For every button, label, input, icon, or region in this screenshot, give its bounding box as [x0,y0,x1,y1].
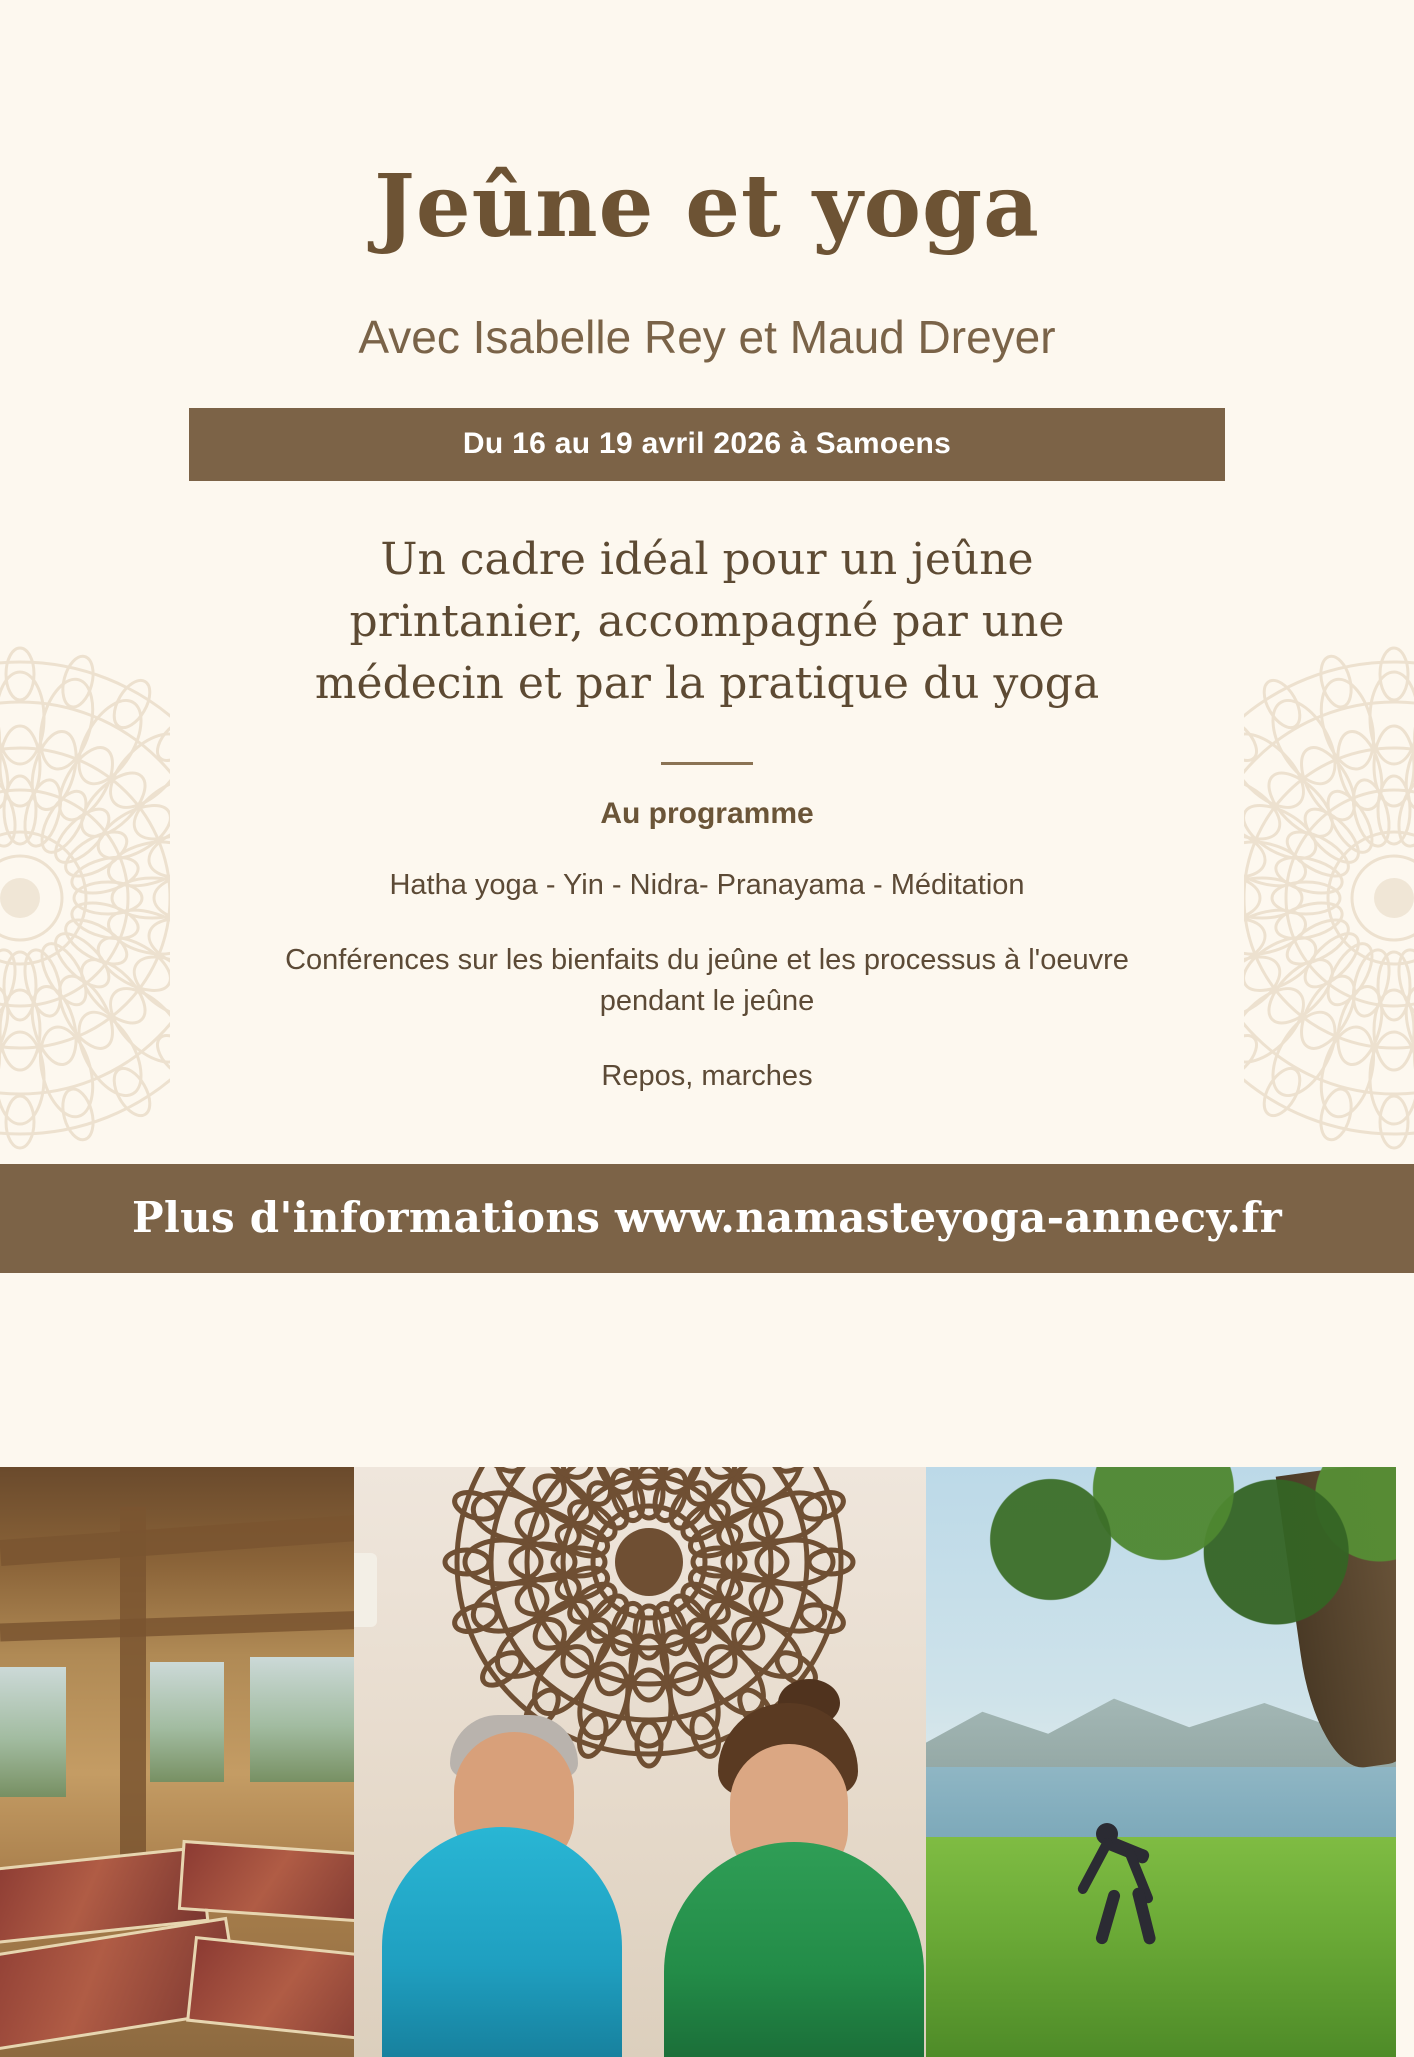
poster [0,58,1414,1273]
section-divider [661,762,753,765]
teachers-portrait-photo [354,1467,944,2057]
photo-strip [0,1467,1414,2057]
lake-yoga-photo [926,1467,1396,2057]
program-heading: Au programme [600,796,814,830]
poster-subtitle: Avec Isabelle Rey et Maud Dreyer [358,310,1056,363]
program-line: Repos, marches [601,1060,813,1093]
chalet-yoga-room-photo [0,1467,372,2057]
program-line: Conférences sur les bienfaits du jeûne et les processus à l'oeuvre pendant le jeûne [285,944,1129,1018]
date-location-band: Du 16 au 19 avril 2026 à Samoens [189,408,1225,481]
program-line: Hatha yoga - Yin - Nidra- Pranayama - Méditation [389,868,1025,901]
more-information-band: Plus d'informations www.namasteyoga-annecy.fr [0,1164,1414,1273]
page-title: Jeûne et yoga [374,155,1040,257]
avatar-body-left [382,1827,622,2057]
poster-lead-text: Un cadre idéal pour un jeûne printanier, accompagné par une médecin et par la pratique du yoga [314,533,1100,710]
yoga-pose-figure [1076,1817,1186,1947]
candle [354,1553,377,1627]
